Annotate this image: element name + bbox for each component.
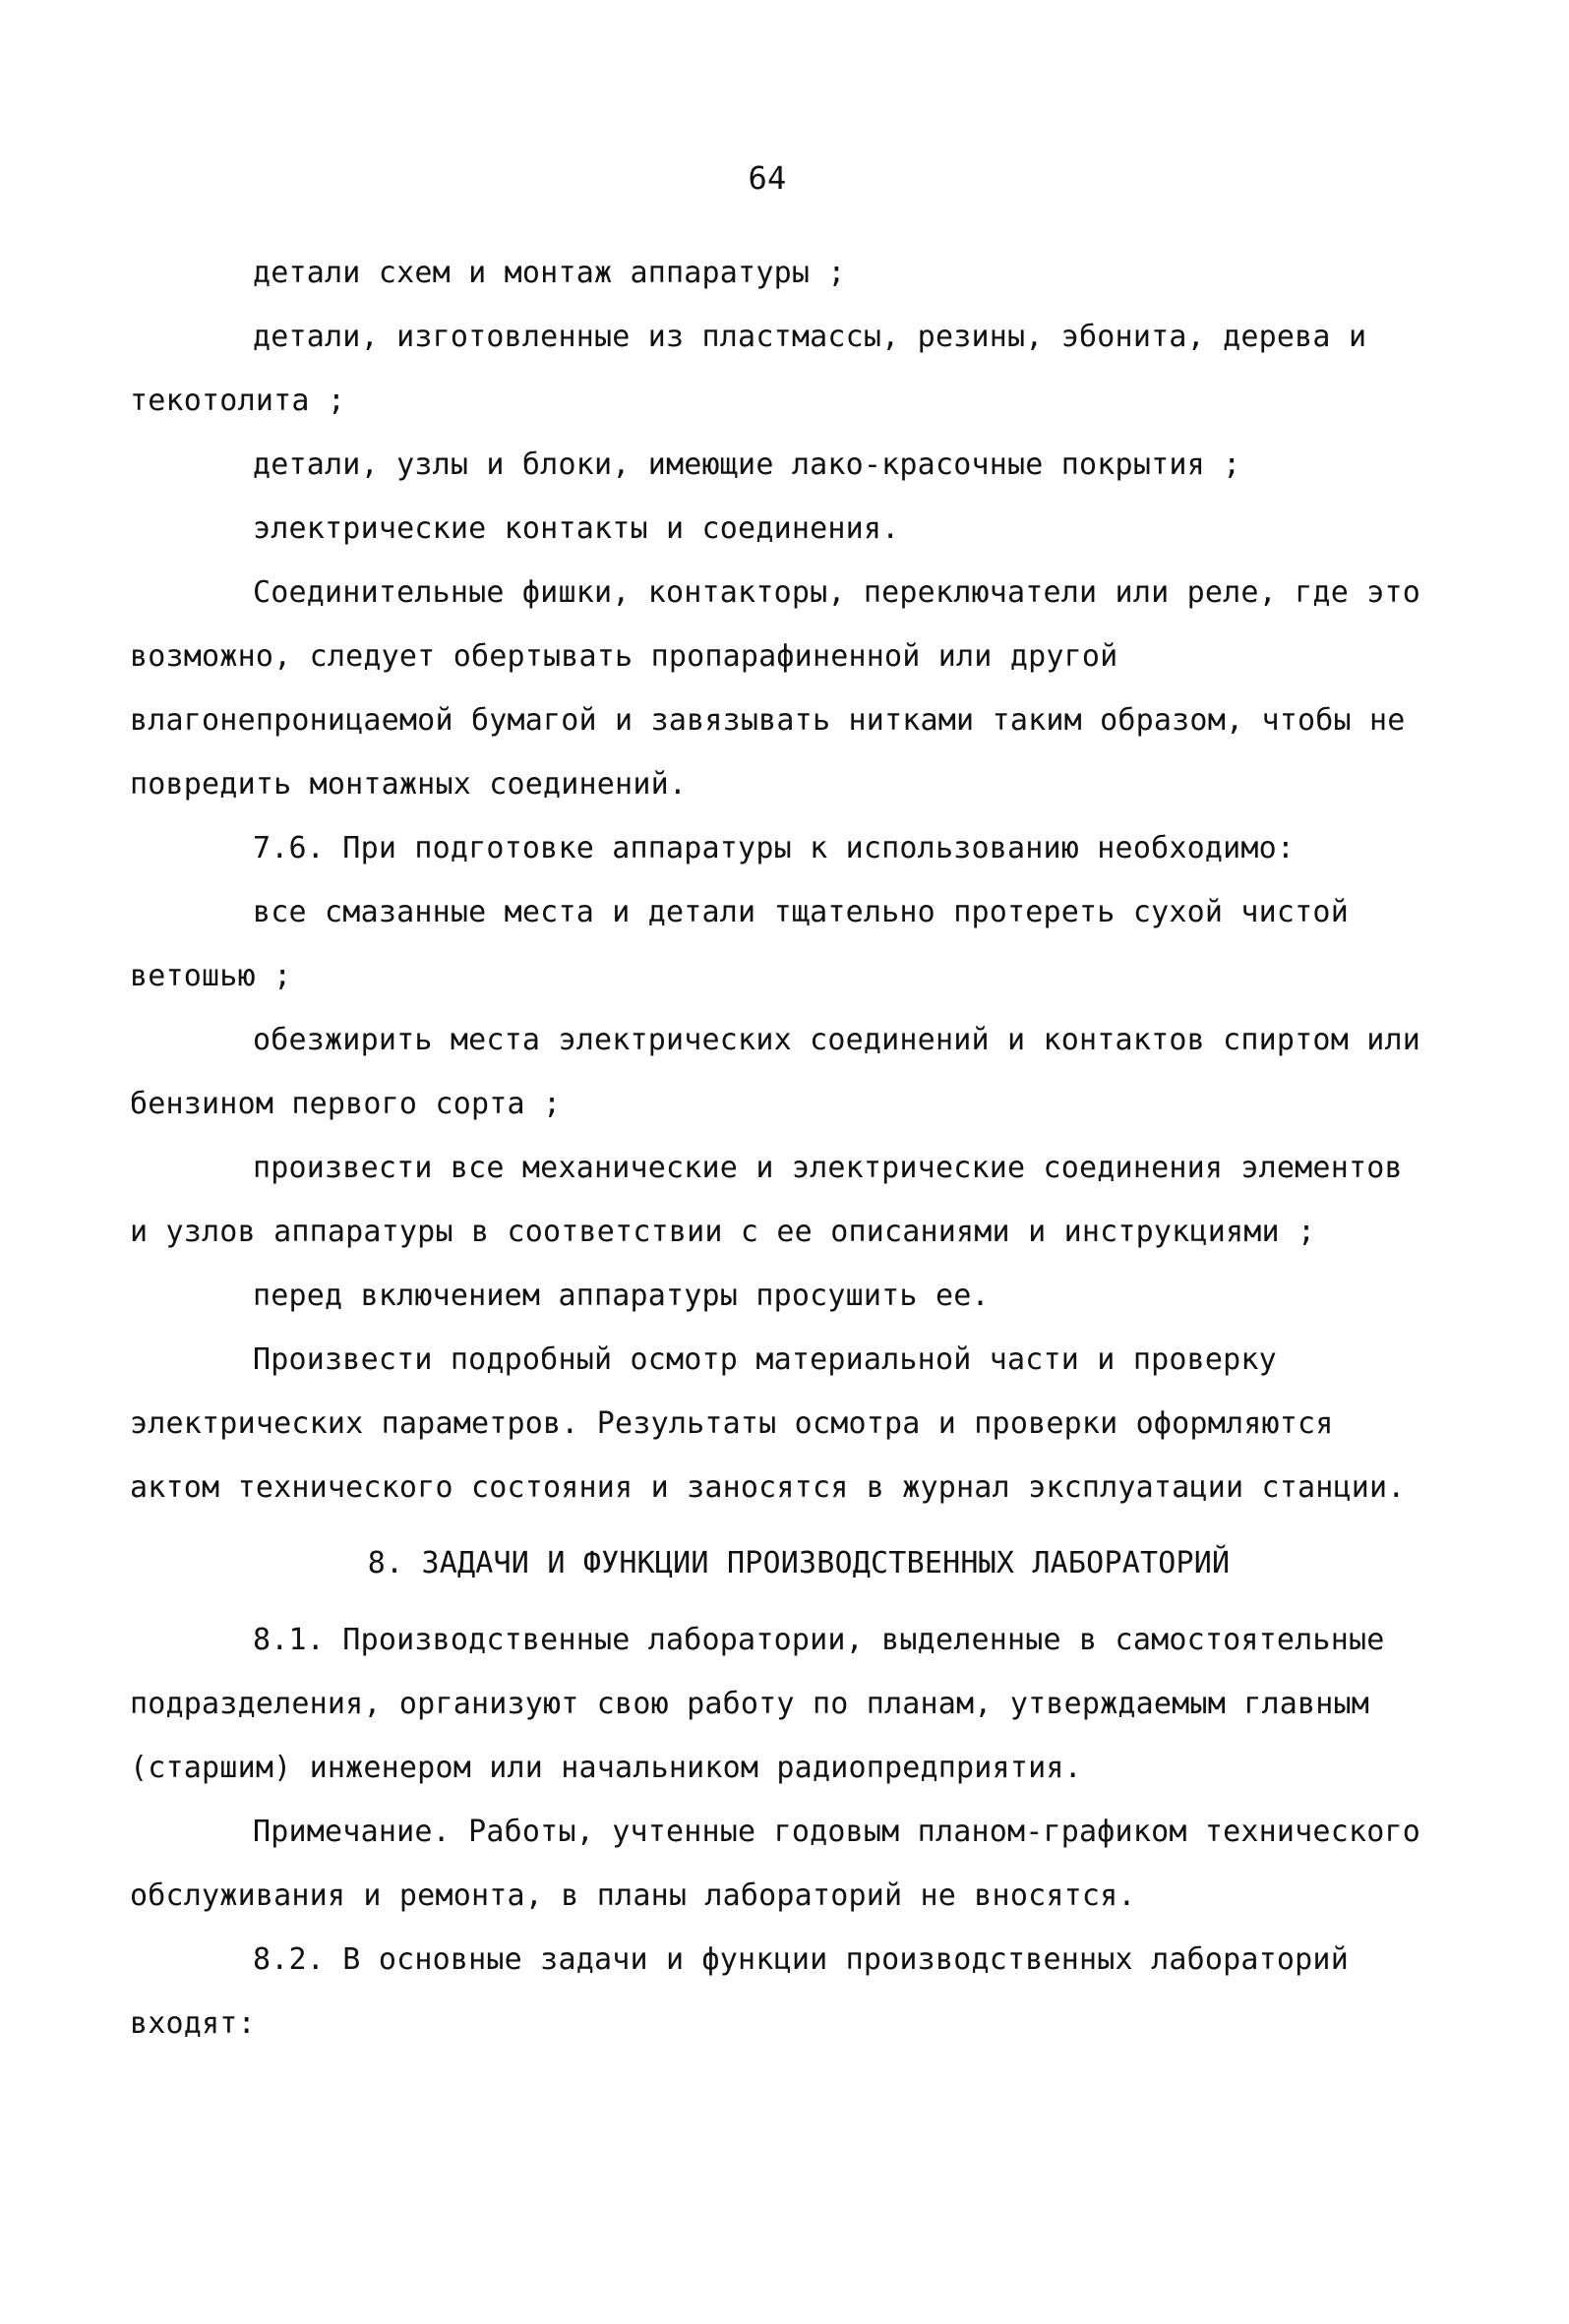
paragraph-7-6: 7.6. При подготовке аппаратуры к использованию необходимо: [253, 831, 1296, 865]
paragraph-item-6: обезжирить места электрических соединений и контактов спиртом или бензином первого сорта ; [130, 1023, 1420, 1121]
paragraph-8-2: 8.2. В основные задачи и функции производственных лабораторий входят: [130, 1942, 1349, 2041]
paragraph-item-3: детали, узлы и блоки, имеющие лако-красочные покрытия ; [253, 447, 1241, 482]
text-block [130, 241, 1438, 2056]
paragraph-8-1: 8.1. Производственные лаборатории, выделенные в самостоятельные подразделения, организуют свою работу по планам, утверждаемым главным (старшим) инженером или начальником радиопредприятия. [130, 1623, 1385, 1785]
section-heading: 8. ЗАДАЧИ И ФУНКЦИИ ПРОИЗВОДСТВЕННЫХ ЛАБОРАТОРИЙ [367, 1546, 1231, 1580]
paragraph-item-7: произвести все механические и электрические соединения элементов и узлов аппаратуры в соответствии с ее описаниями и инструкциями ; [130, 1151, 1403, 1249]
paragraph-note: Примечание. Работы, учтенные годовым планом-графиком технического обслуживания и ремонта, в планы лабораторий не вносятся. [130, 1815, 1420, 1913]
paragraph-item-5: все смазанные места и детали тщательно протереть сухой чистой ветошью ; [130, 895, 1349, 993]
page-number: 64 [748, 159, 787, 197]
paragraph-item-1: детали схем и монтаж аппаратуры ; [253, 256, 846, 290]
paragraph-connectors: Соединительные фишки, контакторы, переключатели или реле, где это возможно, следует обертывать пропарафиненной или другой влагонепроницаемой бумагой и завязывать нитками таким образом, чтобы не повредить монтажных соединений. [130, 575, 1420, 802]
paragraph-item-2: детали, изготовленные из пластмассы, резины, эбонита, дерева и текотолита ; [130, 320, 1367, 418]
paragraph-inspection: Произвести подробный осмотр материальной части и проверку электрических параметров. Результаты осмотра и проверки оформляются актом технического состояния и заносятся в журнал эксплуатации станции. [130, 1342, 1406, 1505]
paragraph-item-8: перед включением аппаратуры просушить ее. [253, 1279, 990, 1313]
paragraph-item-4: электрические контакты и соединения. [253, 511, 900, 546]
